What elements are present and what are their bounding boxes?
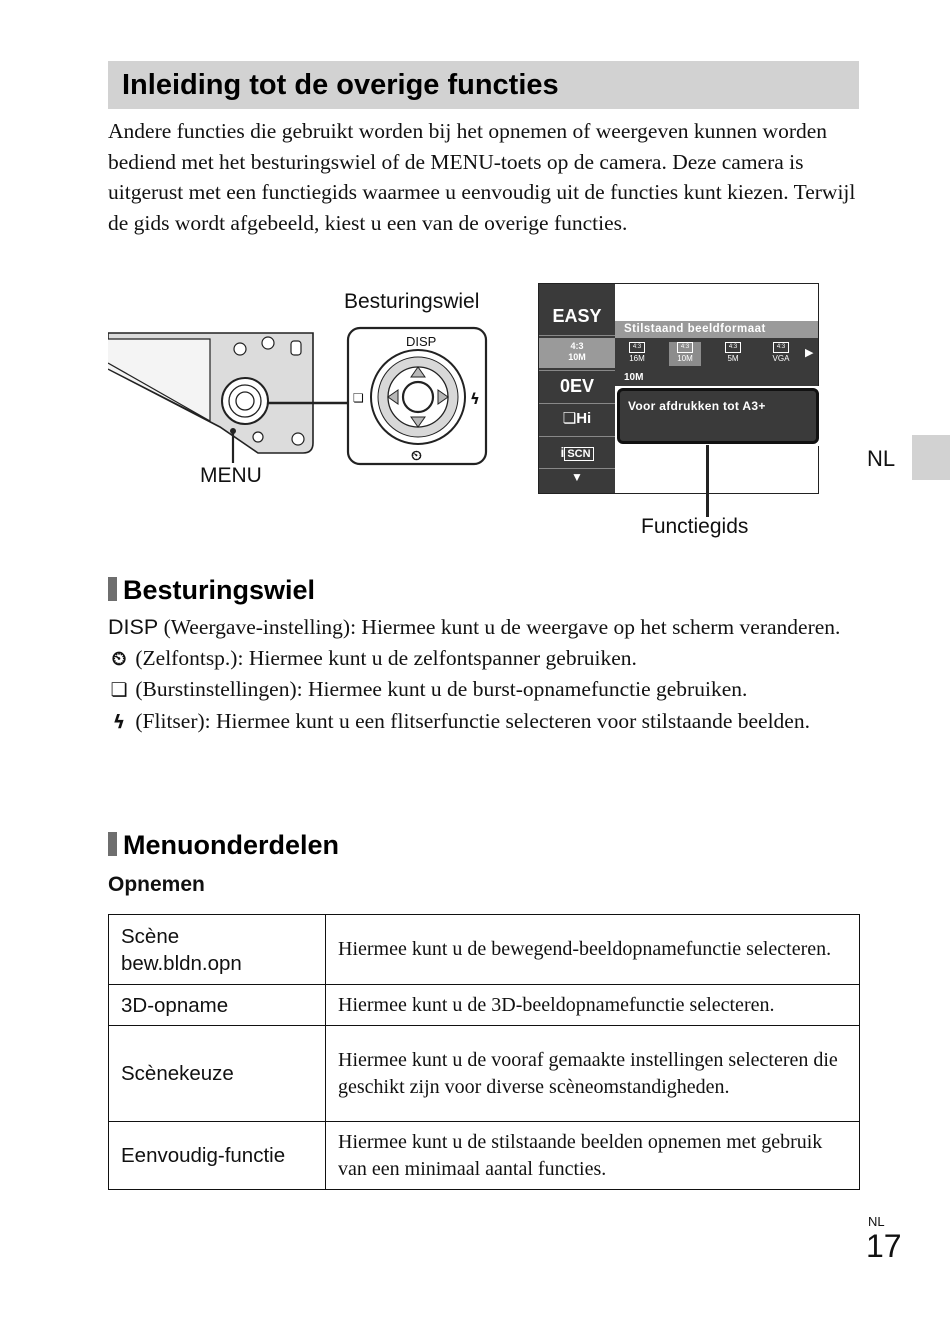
guide-pointer-line — [706, 445, 709, 517]
table-item: Scène bew.bldn.opn — [109, 915, 326, 985]
screen-left-menu — [539, 284, 615, 493]
table-desc: Hiermee kunt u de vooraf gemaakte instellingen selecteren die geschikt zijn voor diverse scèneomstandigheden. — [326, 1026, 860, 1122]
camera-illustration — [108, 325, 498, 495]
screen-item-scene: i SCN — [539, 444, 615, 460]
screen-current-size: 10M — [615, 370, 818, 386]
table-row — [109, 985, 860, 1026]
side-tab — [912, 435, 950, 480]
besturingswiel-descriptions — [108, 612, 868, 737]
flash-icon: ϟ — [112, 710, 126, 733]
label-functiegids: Functiegids — [641, 515, 749, 538]
subheading-opnemen: Opnemen — [108, 873, 205, 896]
table-row — [109, 915, 860, 985]
self-timer-description: ⏲ (Zelfontsp.): Hiermee kunt u de zelfontspanner gebruiken. — [108, 643, 868, 675]
screen-down-icon: ▼ — [571, 470, 583, 484]
table-desc: Hiermee kunt u de bewegend-beeldopnamefunctie selecteren. — [326, 915, 860, 985]
menu-items-table — [108, 914, 860, 1190]
side-language-label: NL — [867, 446, 896, 471]
heading-besturingswiel: Besturingswiel — [108, 575, 315, 606]
footer-language: NL — [868, 1214, 885, 1229]
screen-item-easy: EASY — [552, 306, 602, 326]
screen-item-size: 4:3 10M — [539, 338, 615, 368]
svg-text:❏: ❏ — [353, 391, 364, 405]
table-desc: Hiermee kunt u de stilstaande beelden opnemen met gebruik van een minimaal aantal functies. — [326, 1122, 860, 1190]
wheel-disp-label: DISP — [406, 334, 437, 349]
heading-menuonderdelen: Menuonderdelen — [108, 830, 339, 861]
burst-icon: ❏ — [110, 679, 128, 701]
label-menu: MENU — [200, 464, 262, 487]
page-number: 17 — [866, 1228, 902, 1264]
label-besturingswiel: Besturingswiel — [344, 290, 480, 313]
screen-header: Stilstaand beeldformaat — [615, 321, 818, 338]
screen-item-burst: ❏Hi — [562, 409, 592, 427]
svg-text:ϟ: ϟ — [470, 390, 480, 408]
svg-text:⏲: ⏲ — [411, 448, 422, 464]
function-guide-box: Voor afdrukken tot A3+ — [617, 388, 819, 444]
table-row — [109, 1122, 860, 1190]
table-item: Eenvoudig-functie — [109, 1122, 326, 1190]
intro-paragraph: Andere functies die gebruikt worden bij het opnemen of weergeven kunnen worden bediend met het besturingswiel of de MENU-toets op de camera. Deze camera is uitgerust met een functiegids waarmee u eenvoudig uit de functies kunt kiezen. Terwijl de gids wordt afgebeeld, kiest u een van de overige functies. — [108, 119, 856, 235]
camera-screen — [538, 283, 819, 494]
self-timer-icon: ⏲ — [111, 647, 127, 670]
disp-description: DISP (Weergave-instelling): Hiermee kunt u de weergave op het scherm veranderen. — [108, 615, 841, 639]
table-row — [109, 1026, 860, 1122]
screen-size-options: 4:3 16M 4:3 10M 4:3 5M 4:3 VGA ▶ — [615, 338, 818, 370]
table-item: Scènekeuze — [109, 1026, 326, 1122]
flash-description: ϟ (Flitser): Hiermee kunt u een flitserfunctie selecteren voor stilstaande beelden. — [108, 706, 868, 738]
burst-description: ❏ (Burstinstellingen): Hiermee kunt u de burst-opnamefunctie gebruiken. — [108, 674, 868, 706]
screen-right-arrow-icon: ▶ — [805, 347, 814, 359]
table-desc: Hiermee kunt u de 3D-beeldopnamefunctie selecteren. — [326, 985, 860, 1026]
table-item: 3D-opname — [109, 985, 326, 1026]
page-title: Inleiding tot de overige functies — [108, 61, 859, 109]
screen-item-ev: 0EV — [559, 376, 595, 396]
